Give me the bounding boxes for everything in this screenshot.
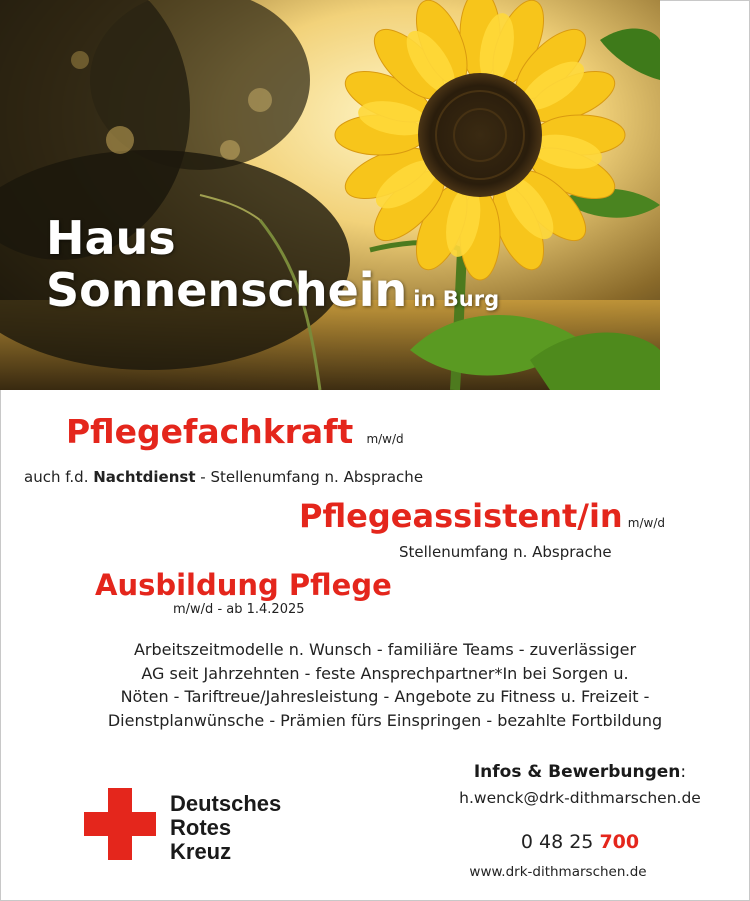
drk-logo-text [170,792,281,864]
hero-title-line1: Haus [46,211,176,265]
job-pflegeassistent [299,497,665,535]
benefits-line: AG seit Jahrzehnten - feste Ansprechpartner*In bei Sorgen u. [141,663,629,683]
job-details: Stellenumfang n. Absprache [399,543,612,561]
job-title: Pflegeassistent/in [299,497,623,535]
hero-image [0,0,660,390]
job-pflegefachkraft [66,412,404,451]
job-title: Pflegefachkraft [66,412,354,451]
logo-line2: Rotes [170,815,232,840]
hero-title-line2: Sonnenschein [46,263,408,317]
job-tag: m/w/d [627,516,666,530]
job-details: m/w/d - ab 1.4.2025 [173,602,305,617]
contact-phone[interactable]: 0 48 25 700 [520,831,640,853]
job-tag: m/w/d [366,432,404,446]
benefits-line: Dienstplanwünsche - Prämien fürs Einspringen - bezahlte Fortbildung [107,710,663,730]
job-ausbildung-title: Ausbildung Pflege [95,568,392,602]
benefits-text [70,638,700,732]
sunflower-photo [0,0,660,390]
benefits-line: Nöten - Tariftreue/Jahresleistung - Angebote zu Fitness u. Freizeit - [120,687,650,706]
nachtdienst-label: Nachtdienst [93,468,196,486]
contact-heading: Infos & Bewerbungen: [473,762,687,782]
benefits-line: Arbeitszeitmodelle n. Wunsch - familiäre Teams - zuverlässiger [133,640,637,659]
hero-title [46,212,499,325]
job-details: auch f.d. Nachtdienst - Stellenumfang n. Absprache [24,468,424,486]
contact-email[interactable]: h.wenck@drk-dithmarschen.de [459,789,701,807]
logo-line3: Kreuz [170,839,232,864]
logo-line1: Deutsches [170,791,282,816]
contact-website[interactable]: www.drk-dithmarschen.de [469,864,647,880]
hero-title-suffix: in Burg [413,287,500,311]
red-cross-icon [84,788,156,860]
